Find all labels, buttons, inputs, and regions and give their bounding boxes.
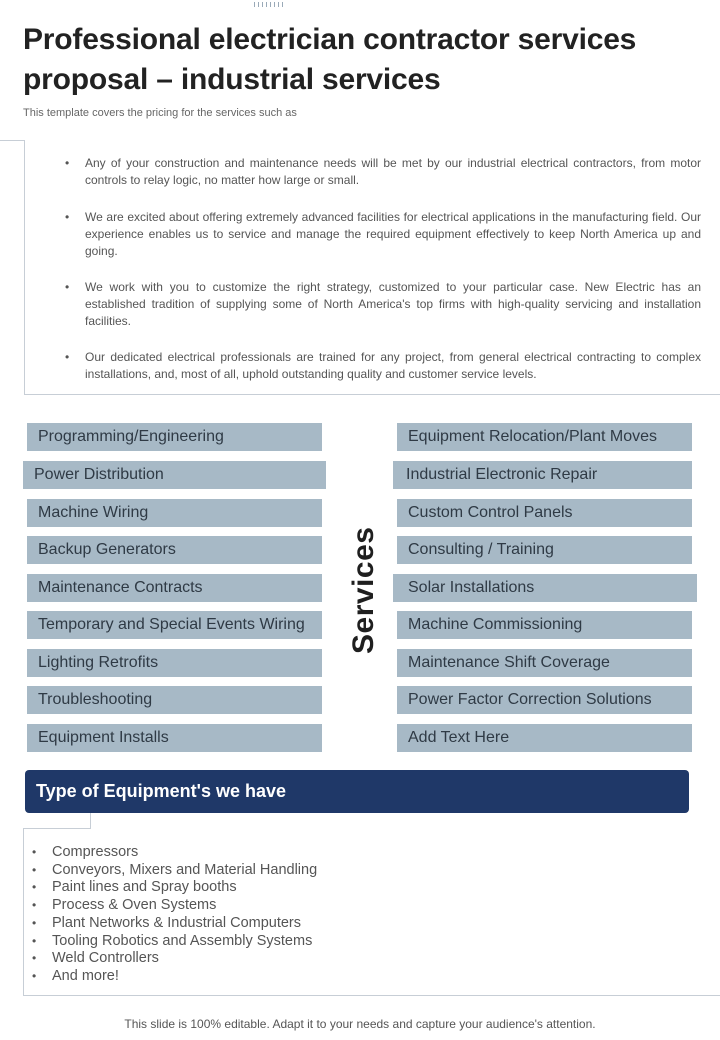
service-item: Add Text Here	[397, 724, 692, 752]
service-item: Temporary and Special Events Wiring	[27, 611, 322, 639]
services-vertical-label: Services	[347, 526, 380, 654]
page-title: Professional electrician contractor services proposal – industrial services	[23, 23, 637, 96]
intro-divider	[0, 140, 24, 141]
service-item: Backup Generators	[27, 536, 322, 564]
service-item: Equipment Installs	[27, 724, 322, 752]
equipment-item: • Paint lines and Spray booths	[30, 879, 317, 897]
equipment-item: • Tooling Robotics and Assembly Systems	[30, 933, 317, 951]
service-item: Machine Commissioning	[397, 611, 692, 639]
top-tick-decoration	[254, 2, 284, 7]
equipment-item: • Compressors	[30, 844, 317, 862]
service-item: Maintenance Shift Coverage	[397, 649, 692, 677]
service-item: Lighting Retrofits	[27, 649, 322, 677]
equipment-item: • Conveyors, Mixers and Material Handling	[30, 862, 317, 880]
intro-bullet: • We are excited about offering extremely advanced facilities for electrical applications in the manufacturing field. Our experience enables us to service and manage the required equipment effectively to keep North America up and going.	[61, 209, 701, 260]
intro-bullet: • Any of your construction and maintenance needs will be met by our industrial electrical contractors, from motor controls to relay logic, no matter how large or small.	[61, 155, 701, 189]
service-item: Custom Control Panels	[397, 499, 692, 527]
service-item: Programming/Engineering	[27, 423, 322, 451]
service-item: Power Factor Correction Solutions	[397, 686, 692, 714]
service-item: Consulting / Training	[397, 536, 692, 564]
service-item: Troubleshooting	[27, 686, 322, 714]
service-item: Industrial Electronic Repair	[393, 461, 692, 489]
service-item: Machine Wiring	[27, 499, 322, 527]
equipment-item: • And more!	[30, 968, 317, 986]
service-item: Solar Installations	[393, 574, 697, 602]
intro-panel	[24, 140, 720, 395]
intro-bullet: • Our dedicated electrical professionals are trained for any project, from general electrical contracting to complex installations, and, most of all, uphold outstanding quality and customer service levels.	[61, 349, 701, 383]
equipment-divider	[23, 813, 91, 829]
equipment-heading: Type of Equipment's we have	[25, 770, 689, 813]
equipment-item: • Process & Oven Systems	[30, 897, 317, 915]
subtitle: This template covers the pricing for the services such as	[23, 107, 297, 119]
service-item: Power Distribution	[23, 461, 326, 489]
service-item: Equipment Relocation/Plant Moves	[397, 423, 692, 451]
equipment-item: • Weld Controllers	[30, 950, 317, 968]
footer-note: This slide is 100% editable. Adapt it to your needs and capture your audience's attention.	[124, 1017, 596, 1031]
equipment-item: • Plant Networks & Industrial Computers	[30, 915, 317, 933]
equipment-list	[30, 844, 317, 986]
service-item: Maintenance Contracts	[27, 574, 322, 602]
intro-bullet: • We work with you to customize the right strategy, customized to your particular case. New Electric has an established tradition of supplying some of North America's top firms with high-quality servicing and installation facilities.	[61, 279, 701, 330]
